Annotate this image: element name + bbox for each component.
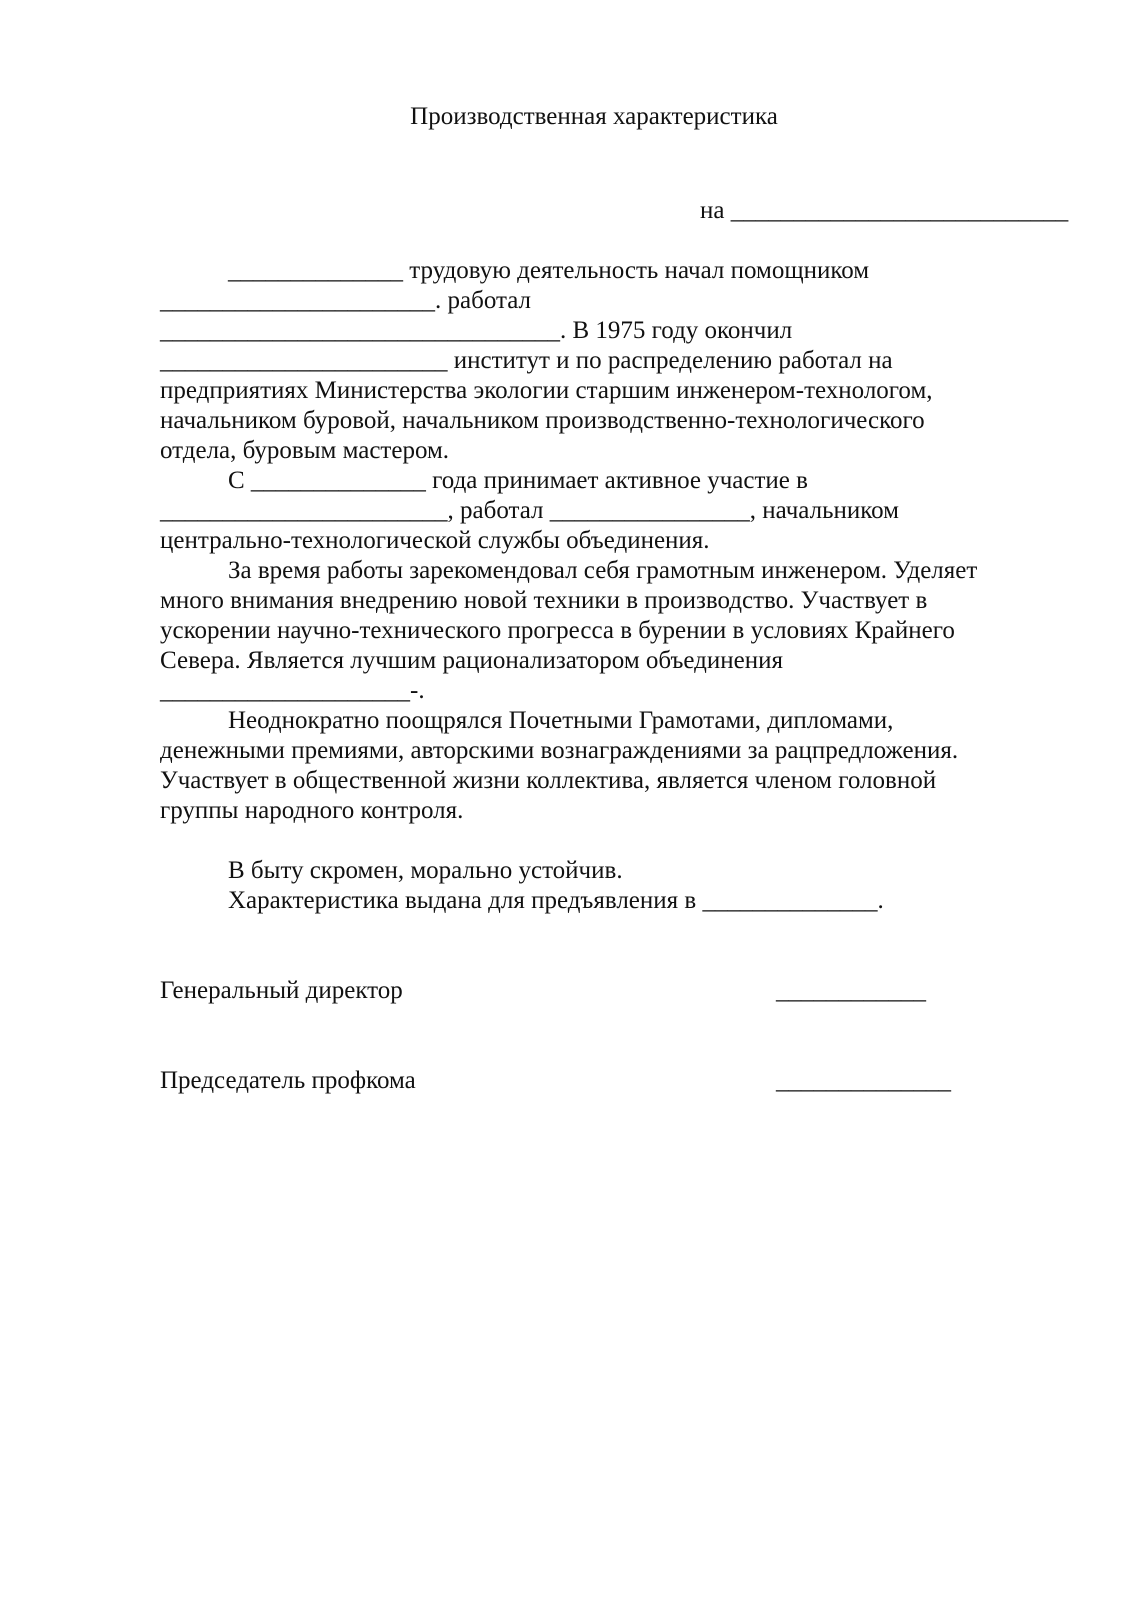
signature-label-director: Генеральный директор [160, 977, 403, 1004]
signature-line-union-chair: ______________ [776, 1067, 951, 1094]
body-line-7: отдела, буровым мастером. [160, 437, 450, 464]
body-line-13: ускорении научно-технического прогресса в бурении в условиях Крайнего [160, 617, 955, 644]
signature-line-director: ____________ [776, 977, 926, 1004]
body-line-18: Участвует в общественной жизни коллектива, является членом головной [160, 767, 937, 794]
body-line-20: В быту скромен, морально устойчив. [228, 857, 623, 884]
body-line-11: За время работы зарекомендовал себя грамотным инженером. Уделяет [228, 557, 978, 584]
body-line-8: С ______________ года принимает активное участие в [228, 467, 808, 494]
body-line-6: начальником буровой, начальником производственно-технологического [160, 407, 925, 434]
body-line-17: денежными премиями, авторскими вознаграждениями за рацпредложения. [160, 737, 959, 764]
body-line-16: Неоднократно поощрялся Почетными Грамотами, дипломами, [228, 707, 894, 734]
body-line-4: _______________________ институт и по распределению работал на [160, 347, 893, 374]
body-line-2: ______________________. работал [160, 287, 532, 314]
body-line-1: ______________ трудовую деятельность начал помощником [228, 257, 870, 284]
body-line-21: Характеристика выдана для предъявления в ______________. [228, 887, 884, 914]
body-line-15: ____________________-. [160, 677, 425, 704]
body-line-19: группы народного контроля. [160, 797, 464, 824]
body-line-3: ________________________________. В 1975 году окончил [160, 317, 793, 344]
body-line-12: много внимания внедрению новой техники в производство. Участвует в [160, 587, 928, 614]
body-line-5: предприятиях Министерства экологии старшим инженером-технологом, [160, 377, 933, 404]
addressee-line: на ___________________________ [700, 197, 1069, 224]
document-title: Производственная характеристика [410, 103, 778, 130]
body-line-9: _______________________, работал ________________, начальником [160, 497, 899, 524]
body-line-10: центрально-технологической службы объединения. [160, 527, 710, 554]
signature-label-union-chair: Председатель профкома [160, 1067, 416, 1094]
body-line-14: Севера. Является лучшим рационализатором объединения [160, 647, 784, 674]
